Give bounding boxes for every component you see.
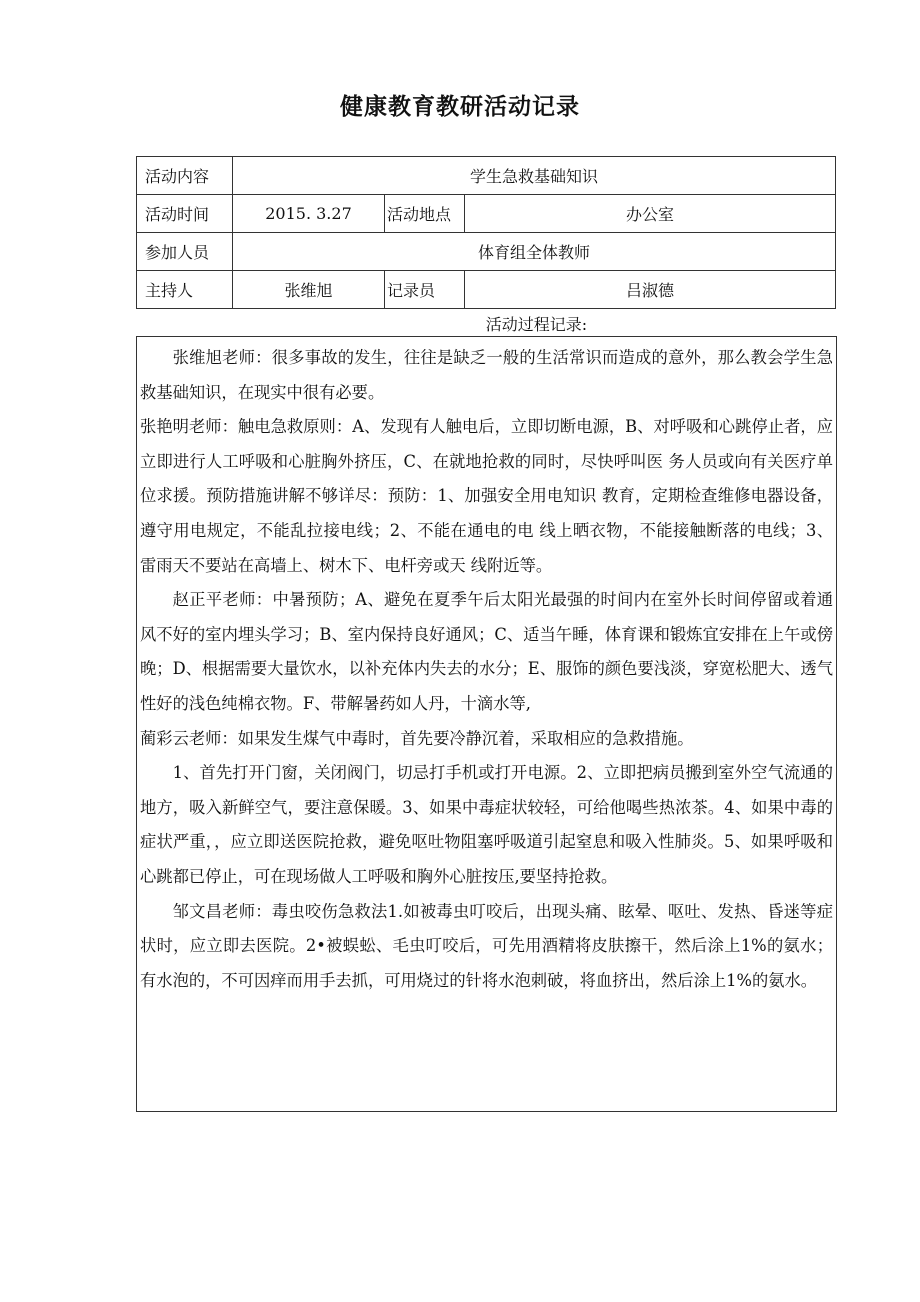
row-participants [137,233,836,271]
process-heading: 活动过程记录: [485,315,588,334]
paragraph-lin-caiyun: 蔺彩云老师：如果发生煤气中毒时，首先要冷静沉着，采取相应的急救措施。 [140,728,694,748]
host-value: 张维旭 [233,271,385,309]
participants-label: 参加人员 [137,233,233,271]
row-host-recorder [137,271,836,309]
paragraph-zhang-weixu: 张维旭老师：很多事故的发生，往往是缺乏一般的生活常识而造成的意外，那么教会学生急救基础知识，在现实中很有必要。 [140,348,833,402]
paragraph-zhang-yanming: 张艳明老师：触电急救原则：A、发现有人触电后，立即切断电源，B、对呼吸和心跳停止者，应立即进行人工呼吸和心脏胸外挤压，C、在就地抢救的同时，尽快呼叫医 务人员或向有关医疗单位求援。预防措施讲解不够详尽：预防：1、加强安全用电知识 教育，定期检查维修电器设备，遵守用电规定，不能乱拉接电线；2、不能在通电的电 线上晒衣物，不能接触断落的电线；3、雷雨天不要站在高墙上、树木下、电杆旁或天 线附近等。 [140,417,833,575]
recorder-label: 记录员 [385,271,465,309]
content-value: 学生急救基础知识 [233,157,836,195]
participants-value: 体育组全体教师 [233,233,836,271]
paragraph-zhao-zhengping: 赵正平老师：中暑预防；A、避免在夏季午后太阳光最强的时间内在室外长时间停留或着通风不好的室内埋头学习；B、室内保持良好通风；C、适当午睡，体育课和锻炼宜安排在上午或傍晚；D、根据需要大量饮水，以补充体内失去的水分；E、服饰的颜色要浅淡，穿宽松肥大、透气性好的浅色纯棉衣物。F、带解暑药如人丹，十滴水等, [140,590,833,713]
time-value: 2015. 3.27 [233,195,385,233]
host-label: 主持人 [137,271,233,309]
activity-info-table [136,156,836,309]
paragraph-zou-wenchang: 邹文昌老师：毒虫咬伤急救法1.如被毒虫叮咬后，出现头痛、眩晕、呕吐、发热、昏迷等症状时，应立即去医院。2•被蜈蚣、毛虫叮咬后，可先用酒精将皮肤擦干，然后涂上1%的氨水；有水泡的，不可因痒而用手去抓，可用烧过的针将水泡刺破，将血挤出，然后涂上1%的氨水。 [140,901,833,990]
row-time-place [137,195,836,233]
recorder-value: 吕淑德 [465,271,836,309]
process-record-box [136,336,837,1112]
content-label: 活动内容 [137,157,233,195]
paragraph-gas-poisoning-steps: 1、首先打开门窗，关闭阀门，切忌打手机或打开电源。2、立即把病员搬到室外空气流通的地方，吸入新鲜空气，要注意保暖。3、如果中毒症状较轻，可给他喝些热浓茶。4、如果中毒的症状严重，，应立即送医院抢救，避免呕吐物阻塞呼吸道引起窒息和吸入性肺炎。5、如果呼吸和心跳都已停止，可在现场做人工呼吸和胸外心脏按压,要坚持抢救。 [140,763,833,886]
row-content [137,157,836,195]
place-value: 办公室 [465,195,836,233]
time-label: 活动时间 [137,195,233,233]
place-label: 活动地点 [385,195,465,233]
page-title: 健康教育教研活动记录 [340,94,580,120]
